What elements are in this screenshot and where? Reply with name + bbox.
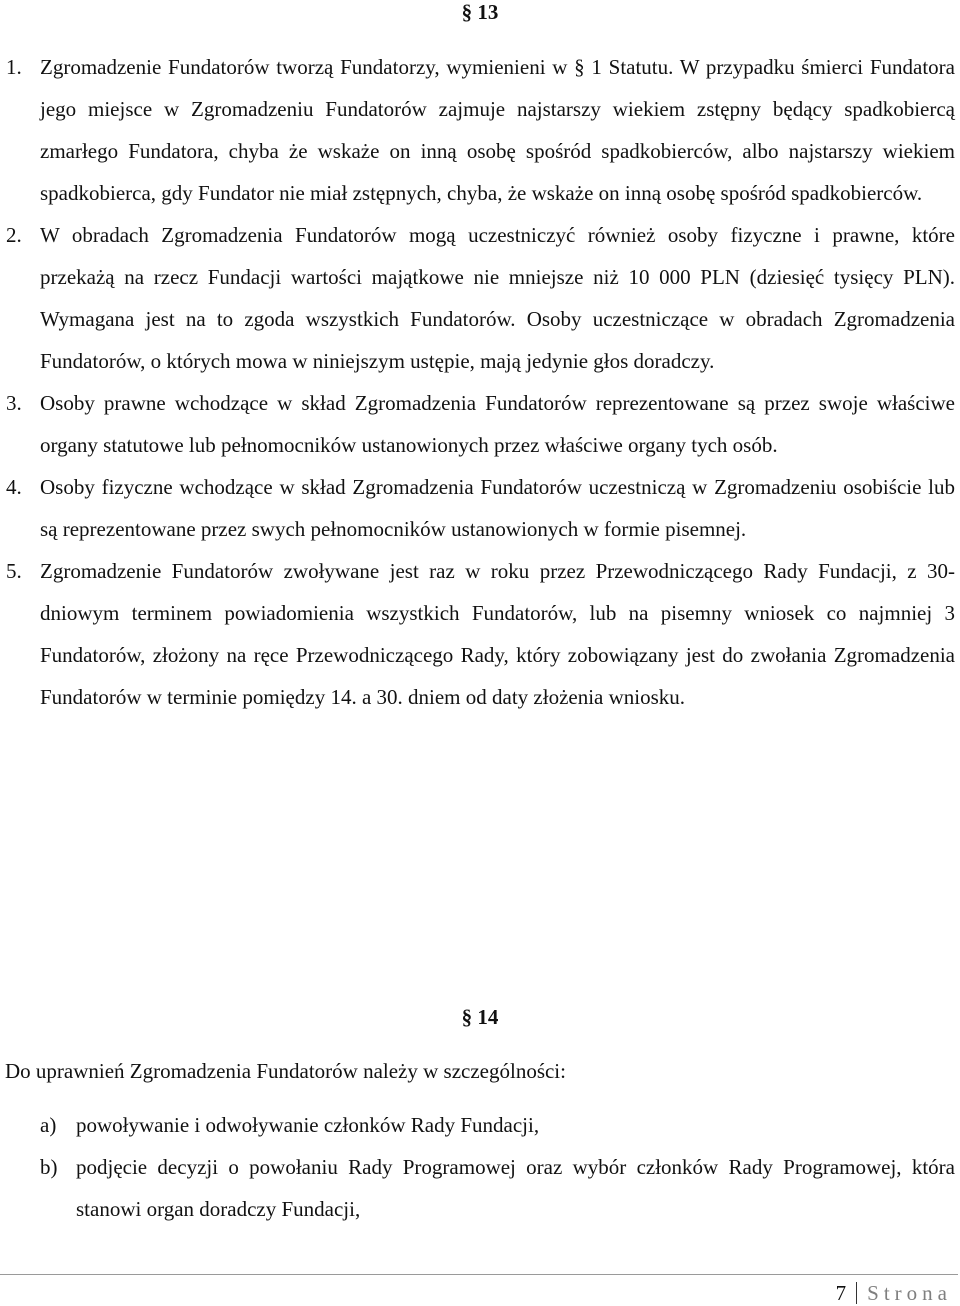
item-letter: b): [40, 1155, 58, 1179]
list-item: [0, 550, 955, 718]
item-text: powoływanie i odwoływanie członków Rady Fundacji,: [76, 1113, 540, 1137]
item-number: 3.: [6, 391, 22, 415]
list-item: [0, 214, 955, 382]
item-text: Zgromadzenie Fundatorów tworzą Fundatorzy, wymienieni w § 1 Statutu. W przypadku śmierci Fundatora jego miejsce w Zgromadzeniu Fundatorów zajmuje najstarszy wiekiem zstępny będący spadkobiercą zmarłego Fundatora, chyba że wskaże on inną osobę spośród spadkobierców, albo najstarszy wiekiem spadkobierca, gdy Fundator nie miał zstępnych, chyba, że wskaże on inną osobę spośród spadkobierców.: [40, 55, 955, 205]
item-text: Zgromadzenie Fundatorów zwoływane jest raz w roku przez Przewodniczącego Rady Fundacji, z 30-dniowym terminem powiadomienia wszystkich Fundatorów, lub na pisemny wniosek co najmniej 3 Fundatorów, złożony na ręce Przewodniczącego Rady, który zobowiązany jest do zwołania Zgromadzenia Fundatorów w terminie pomiędzy 14. a 30. dniem od daty złożenia wniosku.: [40, 559, 955, 709]
list-item: [0, 1146, 955, 1230]
section-13-list: [0, 46, 955, 718]
item-number: 1.: [6, 55, 22, 79]
item-letter: a): [40, 1113, 57, 1137]
page-label: Strona: [867, 1281, 952, 1305]
page-number: 7: [835, 1281, 847, 1305]
item-text: Osoby prawne wchodzące w skład Zgromadzenia Fundatorów reprezentowane są przez swoje właściwe organy statutowe lub pełnomocników ustanowionych przez właściwe organy tych osób.: [40, 391, 955, 457]
list-item: [0, 1104, 955, 1146]
item-number: 5.: [6, 559, 22, 583]
section-14-list: [0, 1104, 955, 1230]
item-number: 2.: [6, 223, 22, 247]
item-text: podjęcie decyzji o powołaniu Rady Programowej oraz wybór członków Rady Programowej, która stanowi organ doradczy Fundacji,: [76, 1155, 955, 1221]
list-item: [0, 466, 955, 550]
section-13-heading: § 13: [461, 0, 499, 24]
list-item: [0, 46, 955, 214]
page-footer: [836, 1280, 952, 1306]
item-text: Osoby fizyczne wchodzące w skład Zgromadzenia Fundatorów uczestniczą w Zgromadzeniu osobiście lub są reprezentowane przez swych pełnomocników ustanowionych w formie pisemnej.: [40, 475, 955, 541]
section-14-intro: Do uprawnień Zgromadzenia Fundatorów należy w szczególności:: [5, 1059, 566, 1083]
item-number: 4.: [6, 475, 22, 499]
footer-divider: [0, 1274, 958, 1275]
footer-separator: [856, 1282, 857, 1304]
list-item: [0, 382, 955, 466]
section-14-heading: § 14: [461, 1005, 499, 1029]
item-text: W obradach Zgromadzenia Fundatorów mogą uczestniczyć również osoby fizyczne i prawne, które przekażą na rzecz Fundacji wartości majątkowe nie mniejsze niż 10 000 PLN (dziesięć tysięcy PLN). Wymagana jest na to zgoda wszystkich Fundatorów. Osoby uczestniczące w obradach Zgromadzenia Fundatorów, o których mowa w niniejszym ustępie, mają jedynie głos doradczy.: [40, 223, 955, 373]
